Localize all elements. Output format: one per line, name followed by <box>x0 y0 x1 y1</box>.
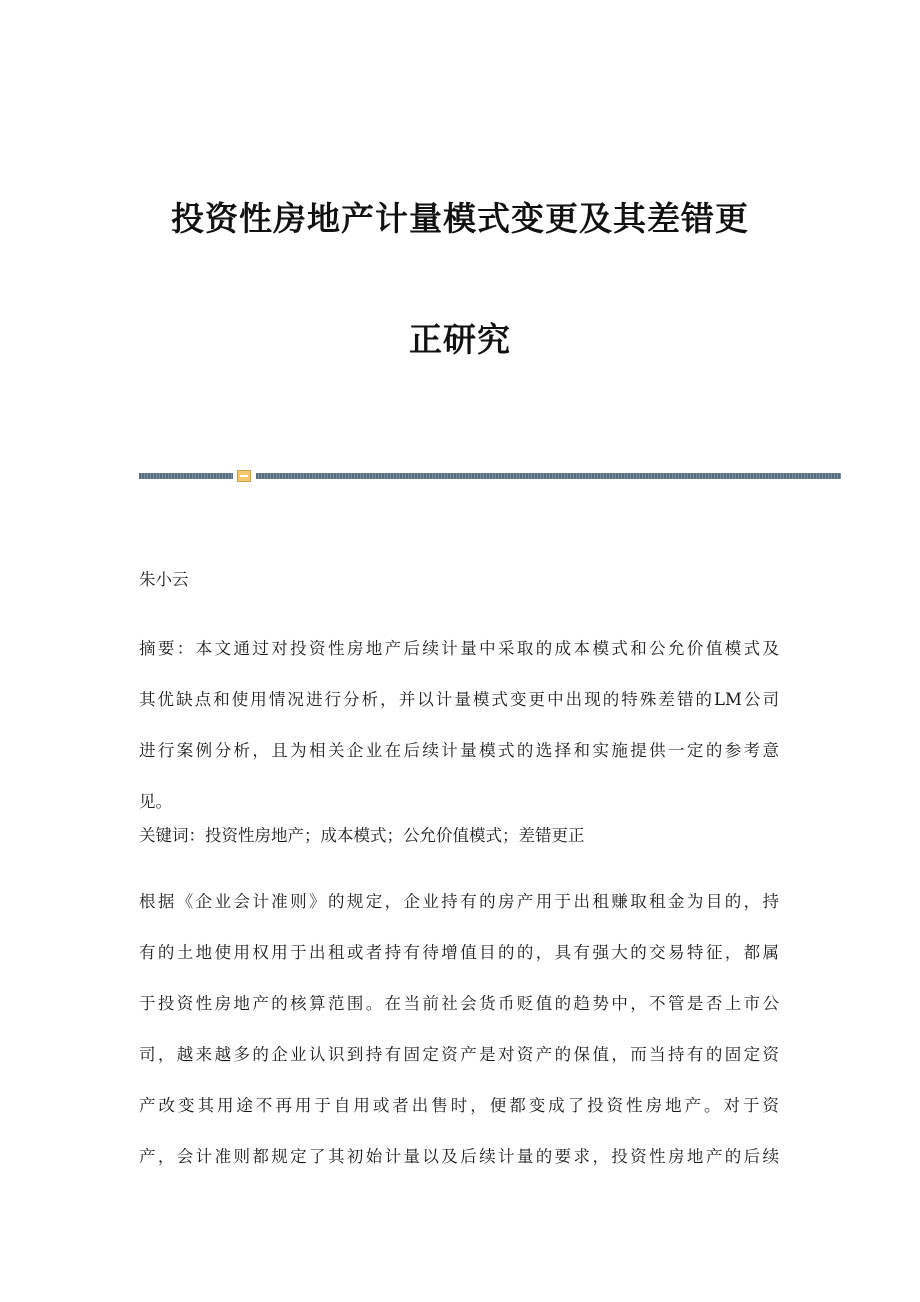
abstract-line: 进行案例分析，且为相关企业在后续计量模式的选择和实施提供一定的参考意 <box>139 741 779 760</box>
abstract-line: 其优缺点和使用情况进行分析，并以计量模式变更中出现的特殊差错的LM公司 <box>139 690 779 709</box>
abstract-line: 见。 <box>139 792 172 811</box>
body-line: 产，会计准则都规定了其初始计量以及后续计量的要求，投资性房地产的后续 <box>139 1147 779 1166</box>
title-divider <box>139 470 841 482</box>
body-line: 于投资性房地产的核算范围。在当前社会货币贬值的趋势中，不管是否上市公 <box>139 994 779 1013</box>
body-line: 产改变其用途不再用于自用或者出售时，便都变成了投资性房地产。对于资 <box>139 1096 779 1115</box>
divider-bar-right <box>256 473 841 479</box>
body-line: 有的土地使用权用于出租或者持有待增值目的的，具有强大的交易特征，都属 <box>139 943 779 962</box>
keywords-line: 关键词：投资性房地产；成本模式；公允价值模式；差错更正 <box>139 826 585 845</box>
document-title-line-2: 正研究 <box>409 320 511 359</box>
abstract-line: 摘要：本文通过对投资性房地产后续计量中采取的成本模式和公允价值模式及 <box>139 639 779 658</box>
body-paragraph <box>139 876 779 1182</box>
body-line: 根据《企业会计准则》的规定，企业持有的房产用于出租赚取租金为目的，持 <box>139 892 779 911</box>
abstract-paragraph <box>139 623 779 827</box>
author-name: 朱小云 <box>139 570 189 589</box>
divider-ornament-icon <box>237 470 251 482</box>
body-line: 司，越来越多的企业认识到持有固定资产是对资产的保值，而当持有的固定资 <box>139 1045 779 1064</box>
divider-bar-left <box>139 473 233 479</box>
document-title-line-1: 投资性房地产计量模式变更及其差错更 <box>171 199 749 238</box>
